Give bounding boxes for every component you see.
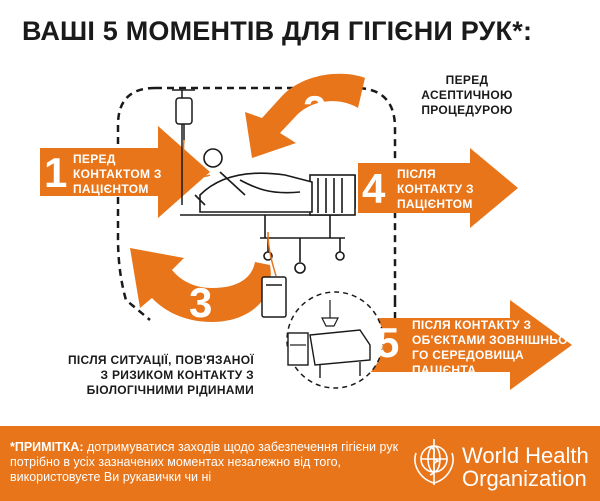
who-logo-text: World Health Organization [462,443,589,491]
footnote-text: дотримуватися заходів щодо забезпечення гігієни рук потрібно в усіх зазначених моментах незалежно від того, використовуєте Ви рукавички чи ні [10,440,399,484]
footnote-label: *ПРИМІТКА: [10,440,84,454]
hospital-bed-icon [180,149,355,273]
moment-4-number: 4 [362,165,386,212]
moment-4-label: ПІСЛЯ КОНТАКТУ З ПАЦІЄНТОМ [397,167,474,211]
who-emblem-icon [410,435,458,491]
moment-1-label: ПЕРЕД КОНТАКТОМ З ПАЦІЄНТОМ [73,152,162,196]
moment-5-label: ПІСЛЯ КОНТАКТУ З ОБ'ЄКТАМИ ЗОВНІШНЬО- ГО СЕРЕДОВИЩА ПАЦІЄНТА [412,318,573,377]
footer-bar [0,426,600,501]
moment-3-label: ПІСЛЯ СИТУАЦІЇ, ПОВ'ЯЗАНОЇ З РИЗИКОМ КОНТАКТУ З БІОЛОГІЧНИМИ РІДИНАМИ [67,353,254,397]
footnote [10,440,400,485]
moment-2-number: 2 [303,87,327,134]
page-title: ВАШІ 5 МОМЕНТІВ ДЛЯ ГІГІЄНИ РУК*: [22,16,533,46]
moment-2-label: ПЕРЕД АСЕПТИЧНОЮ ПРОЦЕДУРОЮ [421,73,513,117]
bedside-environment-icon [287,292,383,388]
moment-1-number: 1 [44,149,68,196]
moment-5-number: 5 [376,319,400,366]
moment-3-number: 3 [189,279,213,326]
